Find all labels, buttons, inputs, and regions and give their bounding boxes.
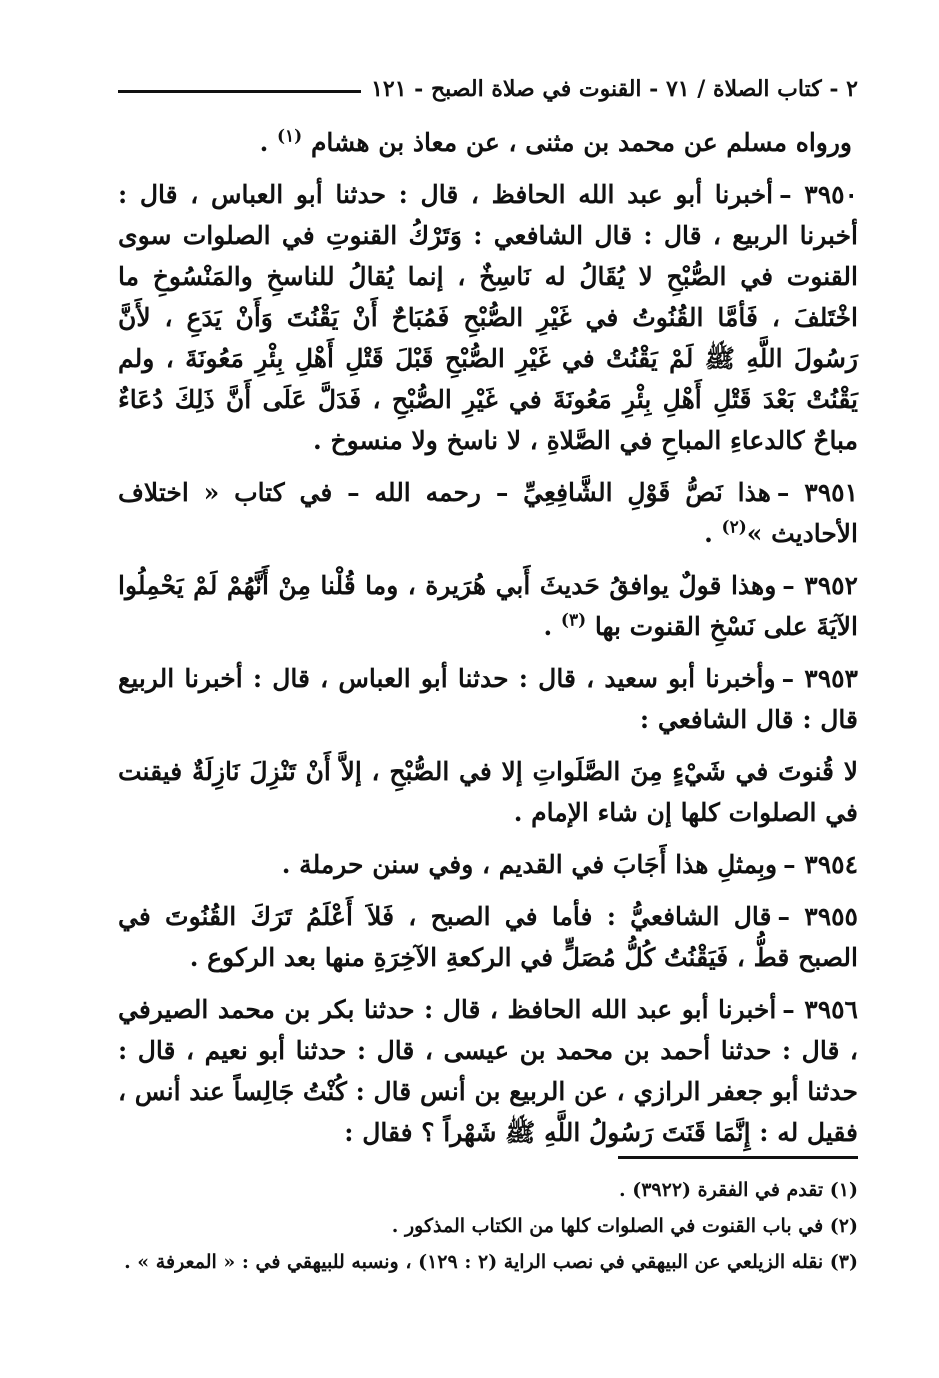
paragraph-text: وأخبرنا أبو سعيد ، قال : حدثنا أبو العباس ، قال : أخبرنا الربيع قال : قال الشافعي : — [118, 664, 858, 734]
paragraph-number: ٣٩٥٣ – — [781, 664, 858, 693]
paragraph-text: ورواه مسلم عن محمد بن مثنى ، عن معاذ بن هشام — [310, 128, 852, 157]
paragraph-end: . — [543, 612, 561, 641]
main-text — [118, 122, 858, 1164]
paragraph-3950 — [118, 174, 858, 461]
paragraph-3951 — [118, 472, 858, 554]
paragraph-number: ٣٩٥٦ – — [782, 995, 858, 1024]
paragraph-text: أخبرنا أبو عبد الله الحافظ ، قال : حدثنا أبو العباس ، قال : أخبرنا الربيع ، قال : قال الشافعي : وَتَرْكُ القنوتِ في الصلوات سوى القنوت في الصُّبْحِ لا يُقَالُ له نَاسِخٌ ، إنما يُقالُ للناسخِ والمَنْسُوخِ ما اخْتَلفَ ، فَأمَّا القُنُوتُ في غَيْرِ الصُّبْحِ فَمُبَاحٌ أَنْ يَقْنُتَ وَأَنْ يَدَعِ ، لأَنَّ رَسُولَ اللَّهِ ﷺ لَمْ يَقْنُتْ في غَيْرِ الصُّبْحِ قَبْلَ قَتْلِ أَهْلِ بِئْرِ مَعُونَةَ ، ولم يَقْنُتْ بَعْدَ قَتْلِ أَهْلِ بِئْرِ مَعُونَةَ في غَيْرِ الصُّبْحِ ، فَدَلَّ عَلَى أَنَّ ذَلِكَ دُعَاءٌ مباحٌ كالدعاءِ المباحِ في الصَّلاةِ ، لا ناسخ ولا منسوخ . — [118, 180, 858, 455]
paragraph-number: ٣٩٥٠ – — [779, 180, 858, 209]
paragraph-text: قال الشافعيُّ : فأما في الصبح ، فَلاَ أَعْلَمُ تَرَكَ القُنُوتَ في الصبح قطُّ ، فَيَقْنُتُ كُلُّ مُصَلٍّ في الركعةِ الآخِرَةِ منها بعد الركوع . — [118, 902, 858, 972]
footnote-rule — [618, 1156, 858, 1159]
running-title: ٢ - كتاب الصلاة / ٧١ - القنوت في صلاة الصبح - ١٢١ — [361, 74, 858, 104]
paragraph-text: هذا نَصُّ قَوْلِ الشَّافِعِيِّ – رحمه الله – في كتاب « اختلاف الأحاديث » — [118, 478, 858, 548]
paragraph-number: ٣٩٥٤ – — [783, 850, 858, 879]
paragraph-3955 — [118, 896, 858, 978]
paragraph-quote — [118, 751, 858, 833]
paragraph-text: لا قُنوتَ في شَيْءٍ مِنَ الصَّلَواتِ إلا في الصُّبْحِ ، إلاَّ أَنْ تَنْزِلَ نَازِلَةٌ فيقنت في الصلوات كلها إن شاء الإمام . — [118, 757, 858, 827]
paragraph-text: وهذا قولٌ يوافقُ حَديثَ أَبي هُرَيرة ، وما قُلْنا مِنْ أَنَّهُمْ لَمْ يَحْمِلُوا الآيَةَ على نَسْخِ القنوت بها — [118, 571, 858, 641]
paragraph-number: ٣٩٥٢ – — [782, 571, 858, 600]
paragraph-3954 — [118, 844, 858, 885]
footnotes — [118, 1172, 858, 1280]
paragraph-number: ٣٩٥٥ – — [777, 902, 858, 931]
paragraph-number: ٣٩٥١ – — [776, 478, 858, 507]
footnote-3: (٣) نقله الزيلعي عن البيهقي في نصب الراية (٢ : ١٢٩) ، ونسبه للبيهقي في : « المعرفة » . — [124, 1251, 858, 1273]
footnote-2: (٢) في باب القنوت في الصلوات كلها من الكتاب المذكور . — [391, 1215, 858, 1237]
paragraph-end: . — [704, 519, 722, 548]
footnote-1: (١) تقدم في الفقرة (٣٩٢٢) . — [618, 1179, 858, 1201]
footnote-ref: (١) — [276, 126, 303, 147]
running-header — [118, 74, 858, 110]
footnote-ref: (٣) — [560, 610, 587, 631]
paragraph-3953 — [118, 658, 858, 740]
paragraph-end: . — [259, 128, 277, 157]
paragraph-text: وبِمثلِ هذا أَجَابَ في القديم ، وفي سنن حرملة . — [281, 850, 778, 879]
paragraph-3956 — [118, 989, 858, 1153]
paragraph-3952 — [118, 565, 858, 647]
footnote-ref: (٢) — [721, 517, 747, 538]
paragraph-continuation — [118, 122, 858, 163]
paragraph-text: أخبرنا أبو عبد الله الحافظ ، قال : حدثنا بكر بن محمد الصيرفي ، قال : حدثنا أحمد بن محمد بن عيسى ، قال : حدثنا أبو نعيم ، قال : حدثنا أبو جعفر الرازي ، عن الربيع بن أنس قال : كُنْتُ جَالِساً عند أنس ، فقيل له : إِنَّمَا قَنَتَ رَسُولُ اللَّهِ ﷺ شَهْراً ؟ فقال : — [118, 995, 858, 1147]
